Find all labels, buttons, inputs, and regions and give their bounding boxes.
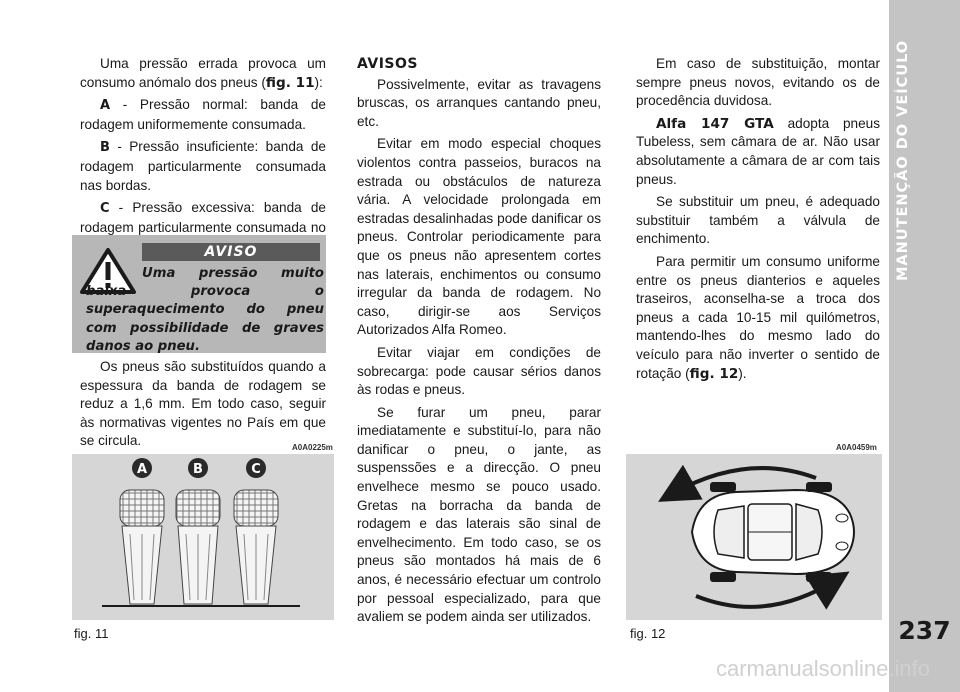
column-middle xyxy=(357,55,601,631)
tire-rotation-illustration xyxy=(626,454,882,620)
warning-text: Uma pressão muito baixa provoca o superaquecimento do pneu com possibilidade de graves danos ao pneu. xyxy=(86,266,324,354)
watermark: carmanualsonline.info xyxy=(715,656,930,681)
warning-title: AVISO xyxy=(204,244,258,260)
tire-b xyxy=(176,490,220,604)
paragraph-b: B - Pressão insuficiente: banda de rodagem particularmente consumada nas bordas. xyxy=(80,139,326,193)
paragraph-avisos-1: Possivelmente, evitar as travagens bruscas, os arranques cantando pneu, etc. xyxy=(357,76,601,129)
marker-c-badge xyxy=(246,458,266,478)
wheel-front-left xyxy=(806,482,832,492)
paragraph-right-2: Alfa 147 GTA adopta pneus Tubeless, sem câmara de ar. Não usar absolutamente a câmara de ar com tais pneus. xyxy=(636,115,880,187)
tire-c xyxy=(234,490,278,604)
figure-code: A0A0459m xyxy=(836,443,877,452)
rotation-arrow-bottom xyxy=(696,580,836,607)
svg-text:A: A xyxy=(136,462,148,477)
paragraph-right-4: Para permitir um consumo uniforme entre os pneus dianterios e aqueles traseiros, aconselha-se a troca dos pneus a cada 10-15 mil quilómetros, mantendo-lhes do mesmo lado do veículo para não inverter o sentido de rotação (fig. 12). xyxy=(636,253,880,382)
wheel-rear-left xyxy=(710,482,736,492)
figure-12 xyxy=(626,454,882,620)
paragraph-intro: Uma pressão errada provoca um consumo anómalo dos pneus (fig. 11): xyxy=(80,56,326,91)
figure-label: fig. 11 xyxy=(74,626,109,641)
section-heading: AVISOS xyxy=(357,56,418,72)
paragraph-replacement: Os pneus são substituídos quando a espessura da banda de rodagem se reduz a 1,6 mm. Em todo caso, seguir às normativas vigentes no País em que se circula. xyxy=(80,359,326,449)
column-left xyxy=(80,55,326,260)
figure-ref: fig. 11 xyxy=(265,74,315,91)
warning-box xyxy=(72,235,326,353)
svg-text:B: B xyxy=(193,462,203,477)
paragraph-avisos-2: Evitar em modo especial choques violentos contra passeios, buracos na estrada ou obstáculos de natureza vária. A velocidade prolongada em estradas desalinhadas pode danificar os pneus. Controlar periodicamente para que os pneus não apresentem cortes nas laterais, enchimentos ou consumo irregular da banda de rodagem. No caso, dirigir-se aos Serviços Autorizados Alfa Romeo. xyxy=(357,136,601,338)
paragraph-avisos-3: Evitar viajar em condições de sobrecarga: pode causar sérios danos às rodas e pneus. xyxy=(357,344,601,398)
figure-11 xyxy=(72,454,334,620)
figure-code: A0A0225m xyxy=(292,443,333,452)
marker-b-badge xyxy=(188,458,208,478)
paragraph-c: C - Pressão excessiva: banda de rodagem particularmente consumada no xyxy=(80,200,326,235)
model-name: Alfa 147 GTA xyxy=(656,115,774,132)
wheel-rear-right xyxy=(710,572,736,582)
marker-b: B xyxy=(100,140,110,156)
paragraph-right-3: Se substituir um pneu, é adequado substituir também a válvula de enchimento. xyxy=(636,194,880,247)
paragraph-a: A - Pressão normal: banda de rodagem uniformemente consumada. xyxy=(80,97,326,132)
column-right xyxy=(636,55,880,387)
tire-a xyxy=(120,490,164,604)
tire-pressure-illustration xyxy=(72,454,334,620)
marker-c: C xyxy=(100,201,110,217)
page-number: 237 xyxy=(898,616,951,645)
column-left-lower xyxy=(80,358,326,455)
figure-ref: fig. 12 xyxy=(689,365,739,382)
marker-a-badge xyxy=(132,458,152,478)
marker-a: A xyxy=(100,98,111,114)
wheel-front-right xyxy=(806,572,832,582)
car-top-view xyxy=(692,490,854,574)
svg-text:C: C xyxy=(251,462,261,477)
figure-label: fig. 12 xyxy=(630,626,666,641)
paragraph-right-1: Em caso de substituição, montar sempre pneus novos, evitando os de procedência duvidosa. xyxy=(636,56,880,109)
paragraph-avisos-4: Se furar um pneu, parar imediatamente e substituí-lo, para não danificar o pneu, o jante, as suspenssões e a direcção. O pneu envelhece mesmo se pouco usado. Gretas na borracha da banda de rodagem e das laterais são sinal de envelhecimento. Em todo caso, se os pneus são montados há mais de 6 anos, é necessário efectuar um controlo por pessoal especializado, para que avaliem se podem ainda ser utilizados. xyxy=(357,404,601,625)
section-title: MANUTENÇÃO DO VEÍCULO xyxy=(895,40,911,282)
